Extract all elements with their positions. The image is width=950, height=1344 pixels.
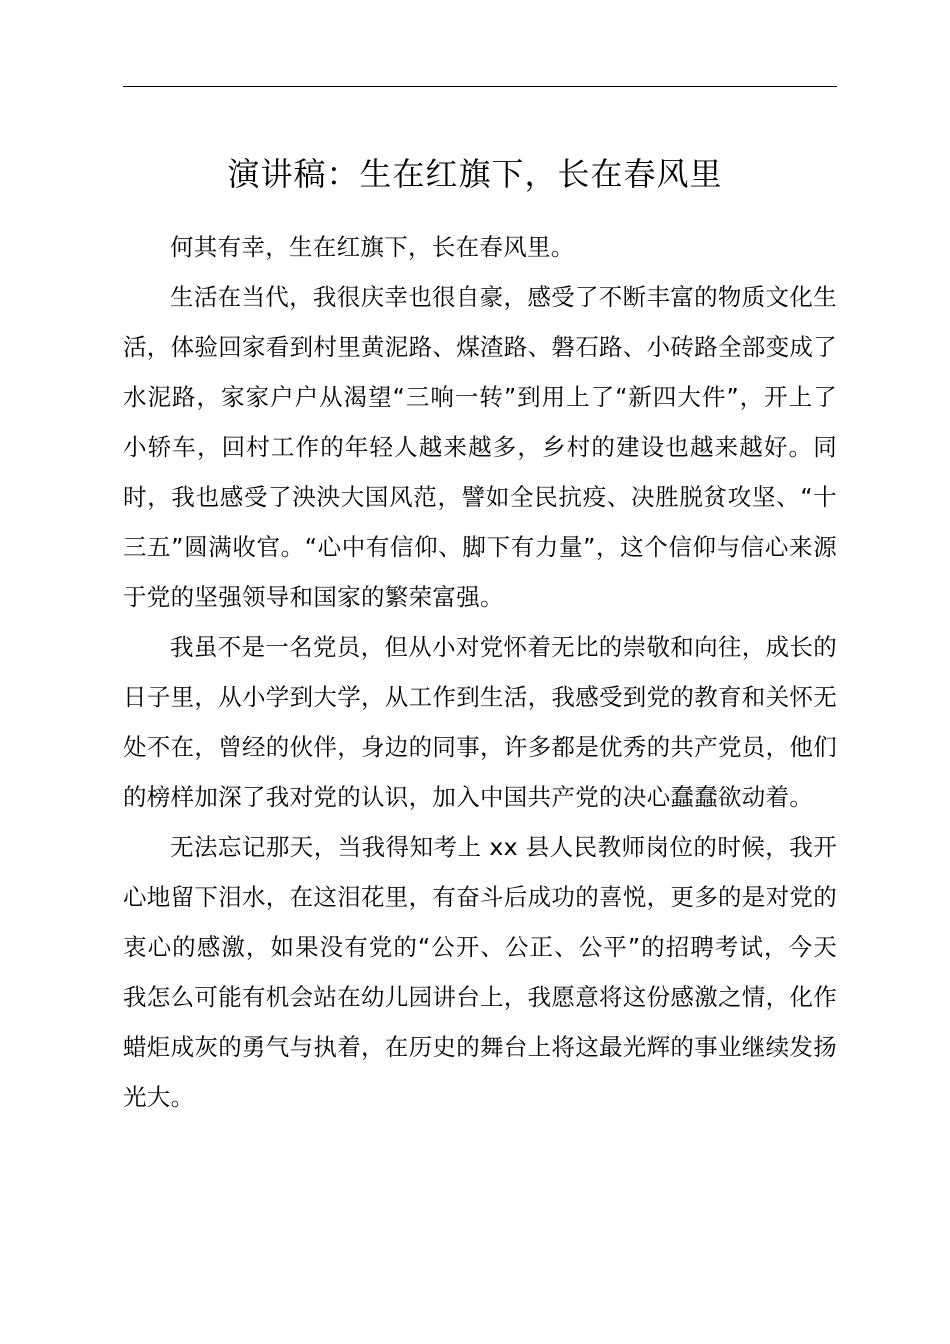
document-body — [123, 222, 837, 1122]
paragraph-3: 我虽不是一名党员，但从小对党怀着无比的崇敬和向往，成长的日子里，从小学到大学，从工作到生活，我感受到党的教育和关怀无处不在，曾经的伙伴，身边的同事，许多都是优秀的共产党员，他们的榜样加深了我对党的认识，加入中国共产党的决心蠢蠢欲动着。 — [123, 633, 837, 811]
paragraph-2: 生活在当代，我很庆幸也很自豪，感受了不断丰富的物质文化生活，体验回家看到村里黄泥路、煤渣路、磐石路、小砖路全部变成了水泥路，家家户户从渴望“三响一转”到用上了“新四大件”，开上了小轿车，回村工作的年轻人越来越多，乡村的建设也越来越好。同时，我也感受了泱泱大国风范，譬如全民抗疫、决胜脱贫攻坚、“十三五”圆满收官。“心中有信仰、脚下有力量”，这个信仰与信心来源于党的坚强领导和国家的繁荣富强。 — [123, 283, 837, 611]
paragraph-4: 无法忘记那天，当我得知考上 xx 县人民教师岗位的时候，我开心地留下泪水，在这泪花里，有奋斗后成功的喜悦，更多的是对党的衷心的感激，如果没有党的“公开、公正、公平”的招聘考试，今天我怎么可能有机会站在幼儿园讲台上，我愿意将这份感激之情，化作蜡炬成灰的勇气与执着，在历史的舞台上将这最光辉的事业继续发扬光大。 — [123, 833, 837, 1111]
page-title: 演讲稿：生在红旗下，长在春风里 — [227, 155, 723, 193]
paragraph-1: 何其有幸，生在红旗下，长在春风里。 — [170, 233, 575, 261]
header-rule — [123, 86, 837, 87]
